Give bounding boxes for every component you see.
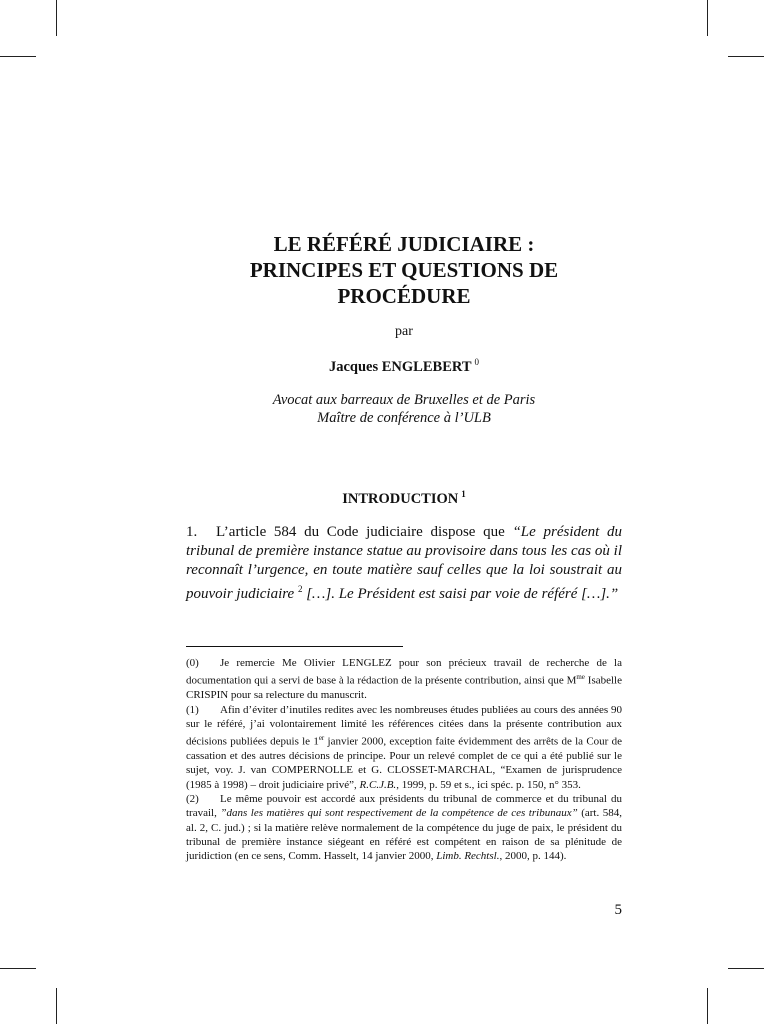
crop-mark-top-right-horizontal xyxy=(728,56,764,57)
author-footnote-ref: 0 xyxy=(474,357,479,367)
paragraph-1-footnote-ref: 2 xyxy=(297,584,303,594)
footnote-1-text-2: janvier 2000, exception faite évidemment des arrêts de la Cour de cassation et des autres décisions de principe. Pour un relevé complet de ce qui a été publié sur le sujet, voy. J. van COMPERNOLLE et G. CLOSSET-MARCHAL, “Examen de jurisprudence (1985 à 1998) – droit judiciaire privé”, xyxy=(186,735,622,791)
paragraph-number: 1. xyxy=(186,524,198,540)
paragraph-1 xyxy=(186,523,622,604)
crop-mark-top-right-vertical xyxy=(707,0,708,36)
footnote-2-text-2: (art. 584, al. 2, C. jud.) ; si la matière relève normalement de la compétence du juge de paix, le président du tribunal de première instance siégeant en référé est compétent en raison de sa plénitude de juridiction (en ce sens, Comm. Hasselt, 14 janvier 2000, xyxy=(186,807,622,863)
author-affiliation xyxy=(186,391,622,427)
author-name: Jacques ENGLEBERT xyxy=(328,358,472,375)
article-title xyxy=(186,231,622,309)
footnote-0-text-1: Je remercie Me Olivier LENGLEZ pour son précieux travail de recherche de la documentation qui a servi de base à la rédaction de la présente contribution, ainsi que M xyxy=(186,657,622,687)
paragraph-1-quote-part-1: “Le président du tribunal de première instance statue au provisoire dans tous les cas où il reconnaît l’urgence, en toute matière sauf celles que la loi soustrait au pouvoir judiciaire xyxy=(186,524,622,602)
crop-mark-bottom-left-horizontal xyxy=(0,968,36,969)
title-line-2: PRINCIPES ET QUESTIONS DE xyxy=(249,258,559,282)
footnote-1-superscript: er xyxy=(318,734,325,743)
footnote-number: (0) xyxy=(186,657,199,669)
footnote-separator xyxy=(186,646,403,647)
author xyxy=(186,357,622,376)
footnote-2-text-1: Le même pouvoir est accordé aux présidents du tribunal de commerce et du tribunal du travail, xyxy=(186,792,622,820)
footnote-1 xyxy=(186,703,622,792)
crop-mark-bottom-right-vertical xyxy=(707,988,708,1024)
affiliation-line-1: Avocat aux barreaux de Bruxelles et de Paris xyxy=(272,392,536,408)
footnote-1-citation-italic: R.C.J.B. xyxy=(359,778,397,791)
crop-mark-top-left-vertical xyxy=(56,0,57,36)
footnotes xyxy=(186,656,622,863)
footnote-0-text-2: Isabelle CRISPIN pour sa relecture du manuscrit. xyxy=(186,674,622,702)
footnote-2-text-3: , 2000, p. 144). xyxy=(499,850,567,863)
introduction-footnote-ref: 1 xyxy=(461,489,466,499)
crop-mark-top-left-horizontal xyxy=(0,56,36,57)
paragraph-1-quote-part-2: […]. Le Président est saisi par voie de référé […].” xyxy=(302,586,619,602)
section-heading-introduction xyxy=(186,489,622,508)
affiliation-line-2: Maître de conférence à l’ULB xyxy=(317,410,491,426)
crop-mark-bottom-right-horizontal xyxy=(728,968,764,969)
page-number: 5 xyxy=(614,902,622,918)
title-line-3: PROCÉDURE xyxy=(337,284,471,308)
footnote-number: (2) xyxy=(186,792,199,805)
title-line-1: LE RÉFÉRÉ JUDICIAIRE : xyxy=(273,232,535,256)
crop-mark-bottom-left-vertical xyxy=(56,988,57,1024)
footnote-1-text-3: , 1999, p. 59 et s., ici spéc. p. 150, n° 353. xyxy=(396,778,581,791)
footnote-1-text-1: Afin d’éviter d’inutiles redites avec les nombreuses études publiées au cours des années 90 sur le référé, j’ai volontairement limité les références citées dans la présente contribution aux décisions publiées depuis le 1 xyxy=(186,703,622,748)
footnote-0 xyxy=(186,656,622,703)
footnote-2-quote-italic: ”dans les matières qui sont respectivement de la compétence de ces tribunaux” xyxy=(220,807,578,820)
introduction-heading-text: INTRODUCTION xyxy=(342,490,459,507)
footnote-2-citation-italic: Limb. Rechtsl. xyxy=(436,850,500,863)
paragraph-1-intro: L’article 584 du Code judiciaire dispose que xyxy=(216,524,513,540)
footnote-2 xyxy=(186,792,622,863)
byline: par xyxy=(395,324,413,339)
footnote-0-superscript: me xyxy=(576,673,585,682)
footnote-number: (1) xyxy=(186,703,199,716)
